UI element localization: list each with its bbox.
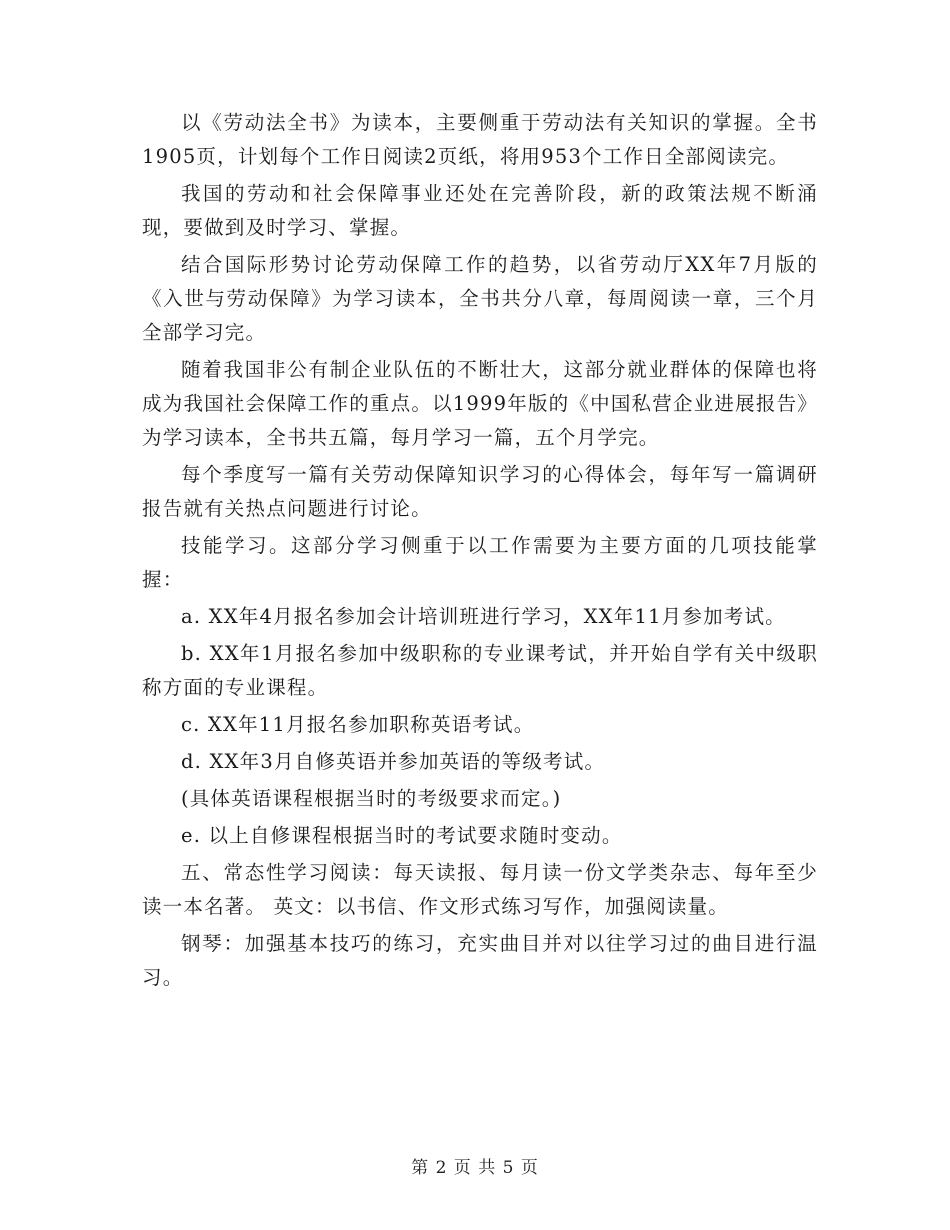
- paragraph-private-enterprise: 随着我国非公有制企业队伍的不断壮大，这部分就业群体的保障也将成为我国社会保障工作的重点。以1999年版的《中国私营企业进展报告》为学习读本，全书共五篇，每月学习一篇，五个月学完。: [142, 358, 818, 449]
- paragraph-quarterly-reports: 每个季度写一篇有关劳动保障知识学习的心得体会，每年写一篇调研报告就有关热点问题进行讨论。: [142, 463, 818, 520]
- list-item-c: c. XX年11月报名参加职称英语考试。: [181, 713, 535, 736]
- paragraph-social-security-policy: 我国的劳动和社会保障事业还处在完善阶段，新的政策法规不断涌现，要做到及时学习、掌握。: [142, 182, 818, 239]
- list-item-d: d. XX年3月自修英语并参加英语的等级考试。: [181, 750, 606, 773]
- paragraph-piano: 钢琴：加强基本技巧的练习，充实曲目并对以往学习过的曲目进行温习。: [142, 932, 818, 989]
- paragraph-skill-learning: 技能学习。这部分学习侧重于以工作需要为主要方面的几项技能掌握：: [142, 534, 818, 591]
- page-footer: 第 2 页 共 5 页: [411, 1158, 539, 1178]
- list-item-a: a. XX年4月报名参加会计培训班进行学习，XX年11月参加考试。: [181, 605, 786, 628]
- paragraph-regular-reading: 五、常态性学习阅读：每天读报、每月读一份文学类杂志、每年至少读一本名著。 英文：以书信、作文形式练习写作，加强阅读量。: [142, 861, 818, 918]
- paragraph-labor-law-reading: 以《劳动法全书》为读本，主要侧重于劳动法有关知识的掌握。全书1905页，计划每个工作日阅读2页纸，将用953个工作日全部阅读完。: [142, 111, 818, 168]
- list-note: (具体英语课程根据当时的考级要求而定。): [181, 787, 562, 810]
- list-item-e: e. 以上自修课程根据当时的考试要求随时变动。: [181, 824, 623, 847]
- list-item-b: b. XX年1月报名参加中级职称的专业课考试，并开始自学有关中级职称方面的专业课程。: [142, 642, 818, 699]
- document-body: [142, 106, 818, 998]
- paragraph-international-trends: 结合国际形势讨论劳动保障工作的趋势，以省劳动厅XX年7月版的《入世与劳动保障》为学习读本，全书共分八章，每周阅读一章，三个月全部学习完。: [142, 253, 818, 344]
